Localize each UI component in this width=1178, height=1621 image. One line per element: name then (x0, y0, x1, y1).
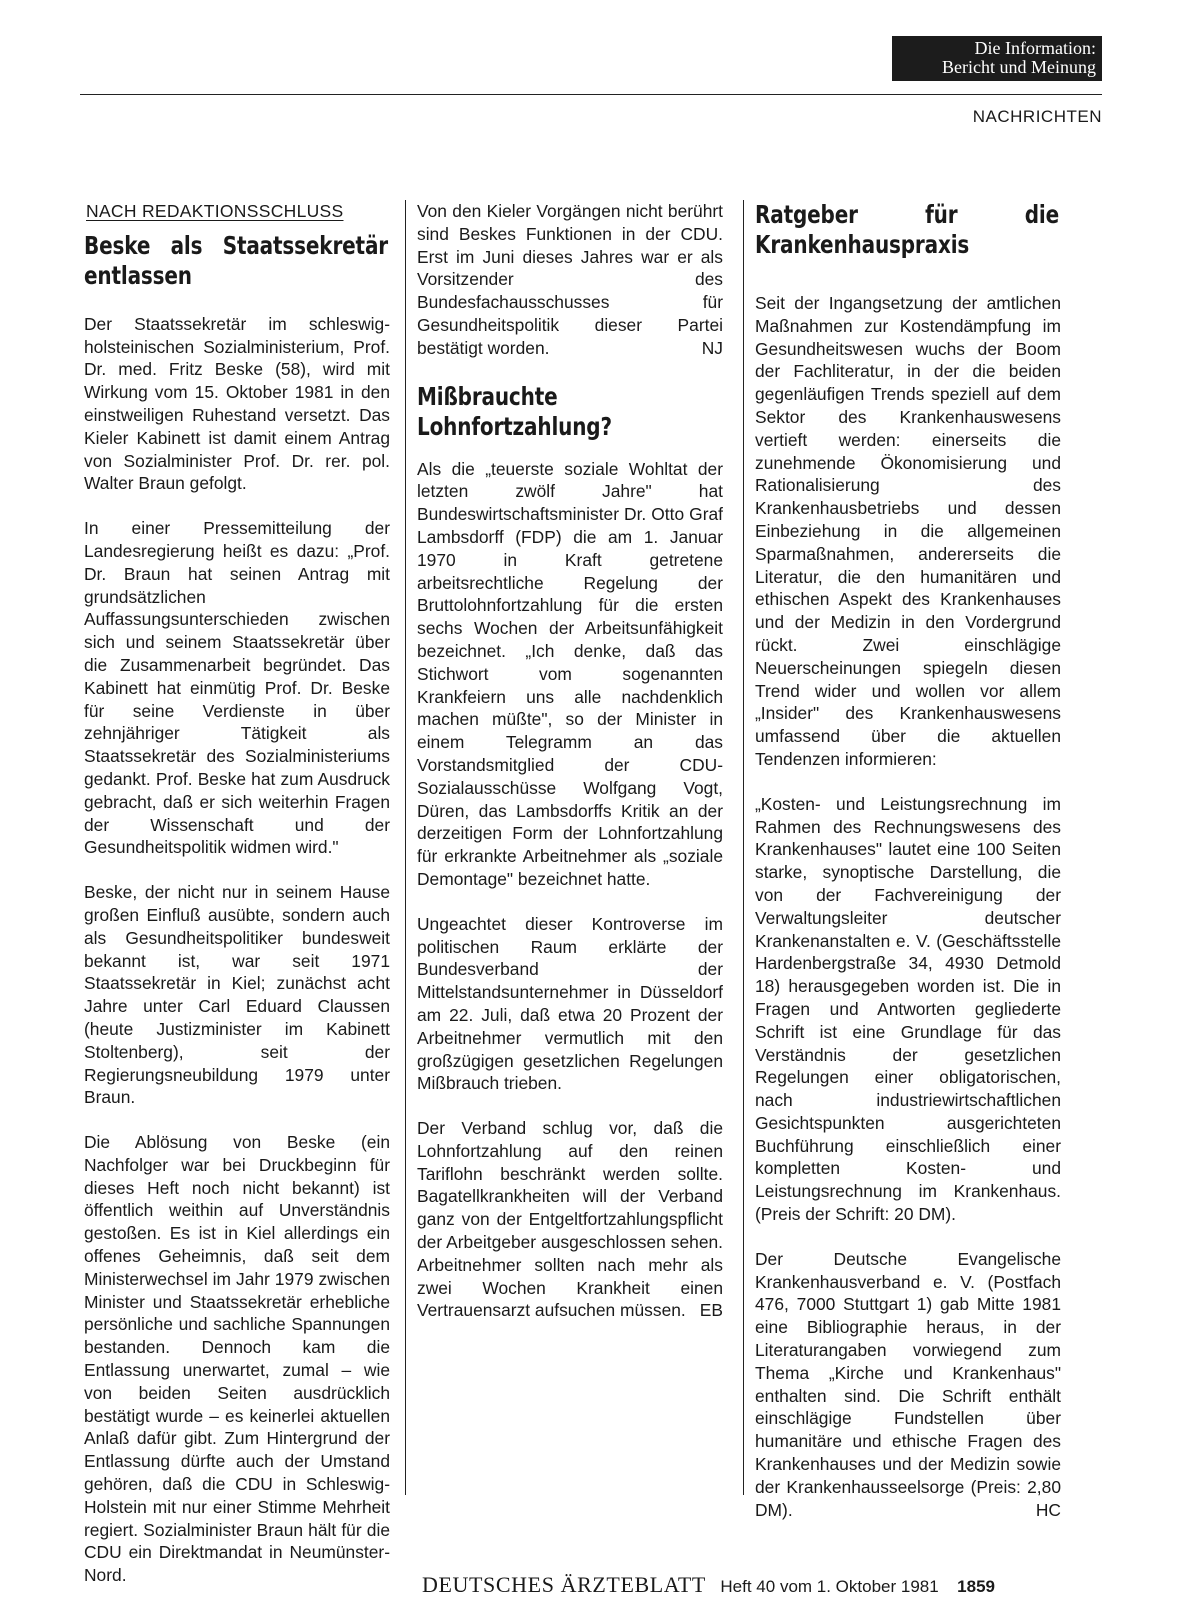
article-paragraph: Als die „teuerste soziale Wohltat der letzten zwölf Jahre" hat Bundeswirtschaftsminister Dr. Otto Graf Lambsdorff (FDP) die am 1. Januar 1970 in Kraft getretene arbeitsrechtliche Regelung der Bruttolohnfortzahlung für die ersten sechs Wochen der Arbeitsunfähigkeit bezeichnet. „Ich denke, daß das Stichwort vom sogenannten Krankfeiern uns alle nachdenklich machen müßte", so der Minister in einem Telegramm an das Vorstandsmitglied der CDU-Sozialausschüsse Wolfgang Vogt, Düren, das Lambsdorffs Kritik an der derzeitigen Form der Lohnfortzahlung für erkrankte Arbeitnehmer als „soziale Demontage" bezeichnet hatte. (417, 458, 723, 889)
section-tag-line2: Bericht und Meinung (942, 57, 1096, 77)
column-2 (417, 200, 723, 1344)
section-tag (892, 36, 1102, 81)
page-footer (422, 1572, 995, 1598)
article-paragraph: Ungeachtet dieser Kontroverse im politischen Raum erklärte der Bundesverband der Mittelstandsunternehmer in Düsseldorf am 22. Juli, daß etwa 20 Prozent der Arbeitnehmer vermutlich mit den großzügigen gesetzlichen Regelungen Mißbrauch trieben. (417, 913, 723, 1094)
article-paragraph-text: Der Verband schlug vor, daß die Lohnfortzahlung auf den reinen Tariflohn beschränkt werden sollte. Bagatellkrankheiten will der Verband ganz von der Entgeltfortzahlungspflicht der Arbeitgeber ausgeschlossen sehen. Arbeitnehmer sollten nach mehr als zwei Wochen Krankheit einen Vertrauensarzt aufsuchen müssen. (417, 1118, 723, 1321)
section-label: NACHRICHTEN (972, 107, 1102, 126)
article-headline: Mißbrauchte Lohnfortzahlung? (417, 381, 612, 441)
article-paragraph (417, 200, 723, 360)
article-paragraph: In einer Pressemitteilung der Landesregierung heißt es dazu: „Prof. Dr. Braun hat seinen Antrag mit grundsätzlichen Auffassungsunterschieden zwischen sich und seinem Staatssekretär über die Zusammenarbeit begründet. Das Kabinett hat einmütig Prof. Dr. Beske für seine Verdienste in über zehnjähriger Tätigkeit als Staatssekretär des Sozialministeriums gedankt. Prof. Beske hat zum Ausdruck gebracht, daß er sich weiterhin Fragen der Wissenschaft und der Gesundheitspolitik widmen wird." (84, 518, 390, 858)
column-divider (405, 200, 406, 1495)
article-paragraph: Seit der Ingangsetzung der amtlichen Maßnahmen zur Kostendämpfung im Gesundheitswesen wuchs der Boom der Fachliteratur, in der die beiden gegenläufigen Trends speziell auf dem Sektor des Krankenhauswesens vertieft werden: einerseits die zunehmende Ökonomisierung und Rationalisierung des Krankenhausbetriebs und dessen Einbeziehung in die allgemeinen Sparmaßnahmen, andererseits die Literatur, die den humanitären und ethischen Aspekt des Krankenhauses und der Medizin in den Vordergrund rückt. Zwei einschlägige Neuerscheinungen spiegeln diesen Trend wider und wollen vor allem „Insider" des Krankenhauswesens umfassend über die aktuellen Tendenzen informieren: (755, 293, 1061, 769)
column-divider (743, 200, 744, 1495)
column-3 (755, 200, 1061, 1543)
author-signature: NJ (701, 337, 723, 358)
article-paragraph (755, 1248, 1061, 1522)
article-paragraph-text: Von den Kieler Vorgängen nicht berührt sind Beskes Funktionen in der CDU. Erst im Juni dieses Jahres war er als Vorsitzender des Bundesfachausschusses für Gesundheitspolitik dieser Partei bestätigt worden. (417, 201, 723, 358)
article-paragraph: „Kosten- und Leistungsrechnung im Rahmen des Rechnungswesens des Krankenhauses" lautet eine 100 Seiten starke, synoptische Darstellung, die von der Fachvereinigung der Verwaltungsleiter deutscher Krankenanstalten e. V. (Geschäftsstelle Hardenbergstraße 34, 4930 Detmold 18) herausgegeben worden ist. Die in Fragen und Antworten gegliederte Schrift ist eine Grundlage für das Verständnis der gesetzlichen Regelungen einer obligatorischen, nach industriewirtschaftlichen Gesichtspunkten ausgerichteten Buchführung einschließlich einer kompletten Kosten- und Leistungsrechnung im Krankenhaus. (Preis der Schrift: 20 DM). (755, 793, 1061, 1225)
article-paragraph-text: Der Deutsche Evangelische Krankenhausverband e. V. (Postfach 476, 7000 Stuttgart 1) gab Mitte 1981 eine Bibliographie heraus, in der Literaturangaben vorwiegend zum Thema „Kirche und Krankenhaus" enthalten sind. Die Schrift enthält einschlägige Fundstellen über humanitäre und ethische Fragen des Krankenhauses und der Medizin sowie der Krankenhausseelsorge (Preis: 2,80 DM). (755, 1248, 1061, 1520)
issue-info: Heft 40 vom 1. Oktober 1981 (720, 1577, 939, 1596)
article-kicker: NACH REDAKTIONSSCHLUSS (86, 201, 344, 221)
author-signature: EB (699, 1300, 723, 1321)
article-headline: Beske als Staatssekretär entlassen (84, 230, 388, 290)
article-paragraph: Die Ablösung von Beske (ein Nachfolger war bei Druckbeginn für dieses Heft noch nicht bekannt) ist öffentlich weithin auf Unverständnis gestoßen. Es ist in Kiel allerdings ein offenes Geheimnis, daß seit dem Ministerwechsel im Jahr 1979 zwischen Minister und Staatssekretär erhebliche persönliche und sachliche Spannungen bestanden. Dennoch kam die Entlassung unerwartet, zumal – wie von beiden Seiten ausdrücklich bestätigt wurde – es keinerlei aktuellen Anlaß dafür gibt. Zum Hintergrund der Entlassung dürfte auch der Umstand gehören, daß die CDU in Schleswig-Holstein mit nur einer Stimme Mehrheit regiert. Sozialminister Braun hält für die CDU ein Direktmandat in Neumünster-Nord. (84, 1132, 390, 1586)
page-number: 1859 (957, 1577, 995, 1596)
article-paragraph: Beske, der nicht nur in seinem Hause großen Einfluß ausübte, sondern auch als Gesundheitspolitiker bundesweit bekannt ist, war seit 1971 Staatssekretär in Kiel; zunächst acht Jahre unter Carl Eduard Claussen (heute Justizminister im Kabinett Stoltenberg), seit der Regierungsneubildung 1979 unter Braun. (84, 882, 390, 1108)
section-tag-line1: Die Information: (974, 38, 1096, 58)
journal-name: DEUTSCHES ÄRZTEBLATT (422, 1572, 706, 1597)
article-paragraph: Der Staatssekretär im schleswig-holsteinischen Sozialministerium, Prof. Dr. med. Fritz Beske (58), wird mit Wirkung vom 15. Oktober 1981 in den einstweiligen Ruhestand versetzt. Das Kieler Kabinett ist damit einem Antrag von Sozialminister Prof. Dr. rer. pol. Walter Braun gefolgt. (84, 313, 390, 494)
article-paragraph (417, 1117, 723, 1322)
article-headline: Ratgeber für die Krankenhauspraxis (755, 200, 1059, 259)
author-signature: HC (1035, 1499, 1061, 1520)
header-rule (80, 94, 1102, 95)
column-1 (84, 200, 390, 1609)
